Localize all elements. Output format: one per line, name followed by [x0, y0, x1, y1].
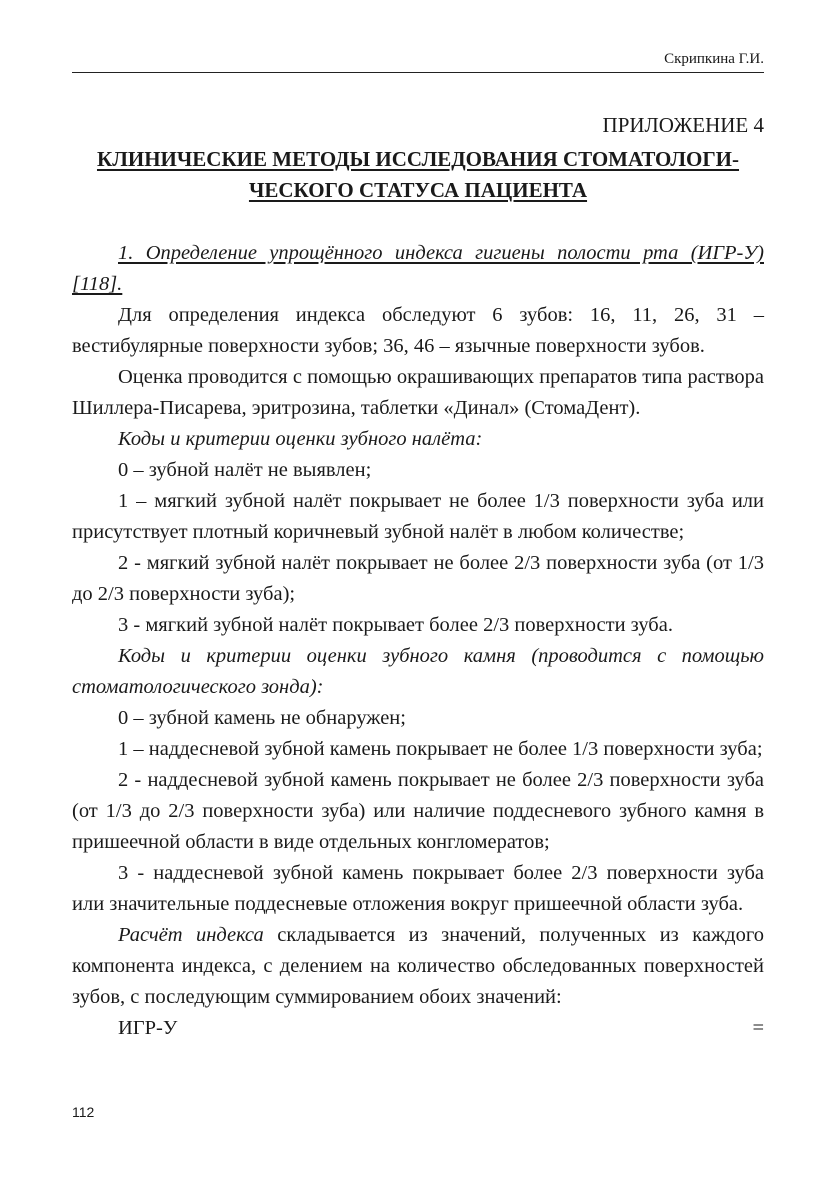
plaque-code-3: 3 - мягкий зубной налёт покрывает более 2/3 поверхности зуба. [118, 614, 673, 636]
plaque-code-0: 0 – зубной налёт не выявлен; [118, 459, 372, 481]
calculus-codes-heading: Коды и критерии оценки зубного камня (проводится с помощью стоматологического зонда): [72, 645, 764, 698]
calculus-code-2: 2 - наддесневой зубной камень покрывает не более 2/3 поверхности зуба (от 1/3 до 2/3 поверхности зуба) или наличие поддесневого зубного камня в пришеечной области в виде отдельных конгломератов; [72, 769, 764, 853]
running-header-author: Скрипкина Г.И. [664, 51, 764, 67]
plaque-code-1: 1 – мягкий зубной налёт покрывает не более 1/3 поверхности зуба или присутствует плотный коричневый зубной налёт в любом количестве; [72, 490, 764, 543]
formula-label: ИГР-У [118, 1017, 178, 1039]
plaque-code-2: 2 - мягкий зубной налёт покрывает не более 2/3 поверхности зуба (от 1/3 до 2/3 поверхности зуба); [72, 552, 764, 605]
appendix-title-line-1: КЛИНИЧЕСКИЕ МЕТОДЫ ИССЛЕДОВАНИЯ СТОМАТОЛОГИ- [96, 147, 740, 171]
calculus-code-3: 3 - наддесневой зубной камень покрывает более 2/3 поверхности зуба или значительные поддесневые отложения вокруг пришеечной области зуба. [72, 862, 764, 915]
appendix-title-line-2: ЧЕСКОГО СТАТУСА ПАЦИЕНТА [248, 178, 588, 202]
appendix-title [72, 144, 764, 206]
paragraph-calculation [72, 920, 764, 1013]
appendix-label: ПРИЛОЖЕНИЕ 4 [602, 113, 764, 137]
formula-line [72, 1013, 764, 1044]
section-heading: 1. Определение упрощённого индекса гигиены полости рта (ИГР-У) [118]. [72, 242, 764, 295]
calculation-term: Расчёт индекса [118, 924, 264, 946]
formula-equals: = [752, 1017, 764, 1039]
paragraph-teeth: Для определения индекса обследуют 6 зубов: 16, 11, 26, 31 – вестибулярные поверхности зубов; 36, 46 – язычные поверхности зубов. [72, 304, 764, 357]
paragraph-method: Оценка проводится с помощью окрашивающих препаратов типа раствора Шиллера-Писарева, эритрозина, таблетки «Динал» (СтомаДент). [72, 366, 764, 419]
page-number: 112 [72, 1104, 95, 1120]
plaque-codes-heading: Коды и критерии оценки зубного налёта: [118, 428, 483, 450]
calculation-description: складывается из значений, полученных из каждого компонента индекса, с делением на количество обследованных поверхностей зубов, с последующим суммированием обоих значений: [72, 924, 764, 1008]
calculus-code-0: 0 – зубной камень не обнаружен; [118, 707, 406, 729]
header-rule [72, 72, 764, 73]
body-text [72, 238, 764, 1044]
calculus-code-1: 1 – наддесневой зубной камень покрывает не более 1/3 поверхности зуба; [118, 738, 763, 760]
